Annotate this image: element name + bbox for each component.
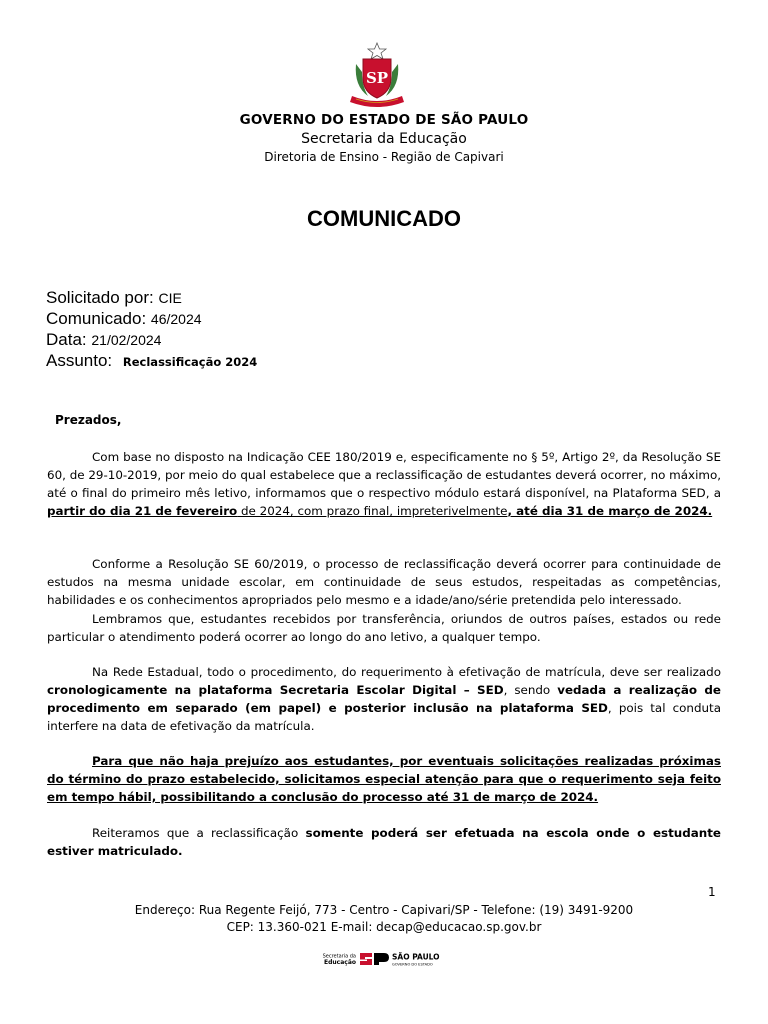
p4-sed-platform: cronologicamente na plataforma Secretaria Escolar Digital – SED xyxy=(47,683,504,697)
footer-address: Endereço: Rua Regente Feijó, 773 - Centro - Capivari/SP - Telefone: (19) 3491-9200 xyxy=(134,903,634,917)
assunto-label: Assunto: xyxy=(46,351,113,370)
paragraph-reiteramos xyxy=(47,824,721,860)
assunto-value: Reclassificação 2024 xyxy=(122,355,258,369)
greeting: Prezados, xyxy=(55,413,122,427)
secretaria-educacao-logo xyxy=(322,950,446,968)
paragraph-resolucao: Conforme a Resolução SE 60/2019, o processo de reclassificação deverá ocorrer para continuidade de estudos na mesma unidade escolar, em continuidade de seus estudos, respeitadas as competências, habilidades e os conhecimentos apropriados pelo mesmo e a idade/ano/série pretendida pelo interessado. xyxy=(47,557,721,607)
p1-prazo-text: de 2024, com prazo final, impreterivelmente xyxy=(237,504,508,518)
meta-assunto xyxy=(46,351,257,372)
footer-contact: CEP: 13.360-021 E-mail: decap@educacao.sp.gov.br xyxy=(226,920,542,934)
p6-text-b: somente poderá ser efetuada na escola onde o estudante estiver matriculado. xyxy=(47,826,721,858)
p4-text-c: , sendo xyxy=(503,683,558,697)
secretaria-name: Secretaria da Educação xyxy=(301,131,467,147)
p1-end-date: , até dia 31 de março de 2024. xyxy=(507,504,713,518)
data-label: Data: xyxy=(46,330,87,349)
logo-secretaria-line1: Secretaria da xyxy=(322,953,356,960)
solicitado-value: CIE xyxy=(158,290,182,306)
data-value: 21/02/2024 xyxy=(91,332,162,348)
solicitado-label: Solicitado por: xyxy=(46,288,154,307)
meta-comunicado xyxy=(46,309,202,329)
meta-data xyxy=(46,330,161,350)
p1-start-date: partir do dia 21 de fevereiro xyxy=(47,504,238,518)
comunicado-value: 46/2024 xyxy=(150,311,202,327)
paragraph-rede-estadual xyxy=(47,663,721,735)
paragraph-prazo xyxy=(47,448,721,520)
logo-gov-text: GOVERNO DO ESTADO xyxy=(392,962,433,967)
crest-letters: SP xyxy=(365,69,389,87)
sao-paulo-coat-of-arms-icon xyxy=(346,42,408,110)
p6-text-a: Reiteramos que a reclassificação xyxy=(92,826,306,840)
diretoria-name: Diretoria de Ensino - Região de Capivari xyxy=(264,150,504,164)
logo-sp-text: SÃO PAULO xyxy=(392,952,440,962)
comunicado-label: Comunicado: xyxy=(46,309,147,328)
page-number: 1 xyxy=(708,885,716,899)
government-title: GOVERNO DO ESTADO DE SÃO PAULO xyxy=(239,112,529,128)
document-title: COMUNICADO xyxy=(307,206,461,231)
meta-solicitado xyxy=(46,288,182,308)
p1-text: Com base no disposto na Indicação CEE 180/2019 e, especificamente no § 5º, Artigo 2º, da Resolução SE 60, de 29-10-2019, por meio do qual estabelece que a reclassificação de estudantes deverá ocorrer, no máximo, até o final do primeiro mês letivo, informamos que o respectivo módulo estará disponível, na Plataforma SED, a xyxy=(47,450,722,500)
logo-secretaria-line2: Educação xyxy=(324,959,356,966)
p4-text-a: Na Rede Estadual, todo o procedimento, do requerimento à efetivação de matrícula, deve ser realizado xyxy=(92,665,721,679)
p4-text-e: , pois tal conduta interfere na data de efetivação da matrícula. xyxy=(47,701,722,733)
paragraph-transferencia: Lembramos que, estudantes recebidos por transferência, oriundos de outros países, estados ou rede particular o atendimento poderá ocorrer ao longo do ano letivo, a qualquer tempo. xyxy=(47,612,721,644)
p4-vedada: vedada a realização de procedimento em separado (em papel) e posterior inclusão na plataforma SED xyxy=(47,683,721,715)
paragraph-atencao: Para que não haja prejuízo aos estudantes, por eventuais solicitações realizadas próximas do término do prazo estabelecido, solicitamos especial atenção para que o requerimento seja feito em tempo hábil, possibilitando a conclusão do processo até 31 de março de 2024. xyxy=(47,754,721,804)
